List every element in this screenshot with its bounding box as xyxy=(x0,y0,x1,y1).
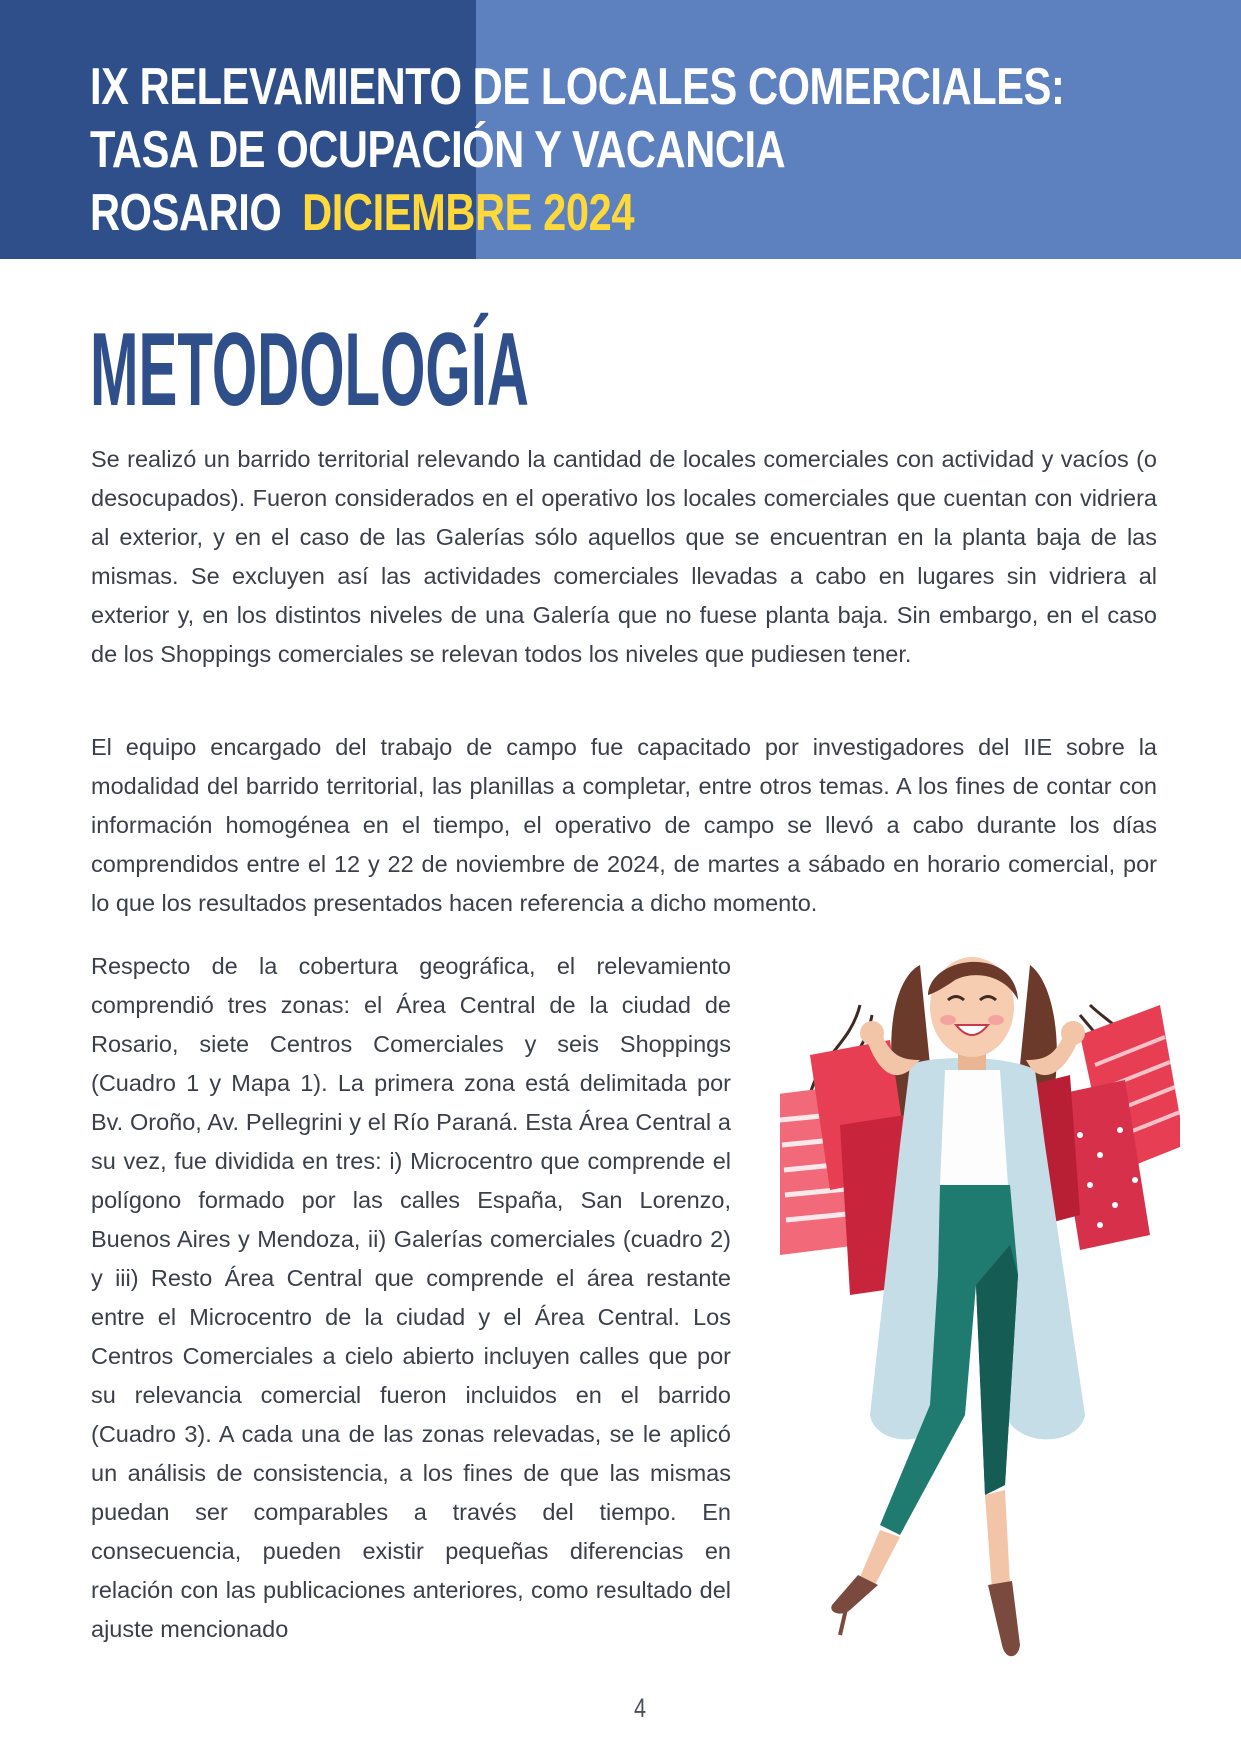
page-number: 4 xyxy=(633,1693,647,1723)
page-header xyxy=(0,0,1241,259)
methodology-paragraph-3: Respecto de la cobertura geográfica, el relevamiento comprendió tres zonas: el Área Central de la ciudad de Rosario, siete Centros Comerciales y seis Shoppings (Cuadro 1 y Mapa 1). La primera zona está delimitada por Bv. Oroño, Av. Pellegrini y el Río Paraná. Esta Área Central a su vez, fue dividida en tres: i) Microcentro que comprende el polígono formado por las calles España, San Lorenzo, Buenos Aires y Mendoza, ii) Galerías comerciales (cuadro 2) y iii) Resto Área Central que comprende el área restante entre el Microcentro de la ciudad y el Área Central. Los Centros Comerciales a cielo abierto incluyen calles que por su relevancia comercial fueron incluidos en el barrido (Cuadro 3). A cada una de las zonas relevadas, se le aplicó un análisis de consistencia, a los fines de que las mismas puedan ser comparables a través del tiempo. En consecuencia, pueden existir pequeñas diferencias en relación con las publicaciones anteriores, como resultado del ajuste mencionado xyxy=(91,953,731,1642)
report-title xyxy=(90,56,1065,245)
report-city: ROSARIO xyxy=(90,184,282,242)
woman-with-shopping-bags-illustration xyxy=(780,945,1180,1690)
methodology-paragraph-1: Se realizó un barrido territorial relevando la cantidad de locales comerciales con actividad y vacíos (o desocupados). Fueron considerados en el operativo los locales comerciales que cuentan con vidriera al exterior, y en el caso de las Galerías sólo aquellos que se encuentran en la planta baja de las mismas. Se excluyen así las actividades comerciales llevadas a cabo en lugares sin vidriera al exterior y, en los distintos niveles de una Galería que no fuese planta baja. Sin embargo, en el caso de los Shoppings comerciales se relevan todos los niveles que pudiesen tener. xyxy=(91,446,1157,667)
methodology-paragraph-2: El equipo encargado del trabajo de campo fue capacitado por investigadores del IIE sobre la modalidad del barrido territorial, las planillas a completar, entre otros temas. A los fines de contar con información homogénea en el tiempo, el operativo de campo se llevó a cabo durante los días comprendidos entre el 12 y 22 de noviembre de 2024, de martes a sábado en horario comercial, por lo que los resultados presentados hacen referencia a dicho momento. xyxy=(91,734,1157,916)
section-title: METODOLOGÍA xyxy=(90,312,529,428)
report-title-line-1: IX RELEVAMIENTO DE LOCALES COMERCIALES: xyxy=(90,58,1065,116)
report-title-line-3 xyxy=(90,182,986,245)
report-date: DICIEMBRE 2024 xyxy=(302,184,635,242)
report-title-line-2: TASA DE OCUPACIÓN Y VACANCIA xyxy=(90,121,786,179)
